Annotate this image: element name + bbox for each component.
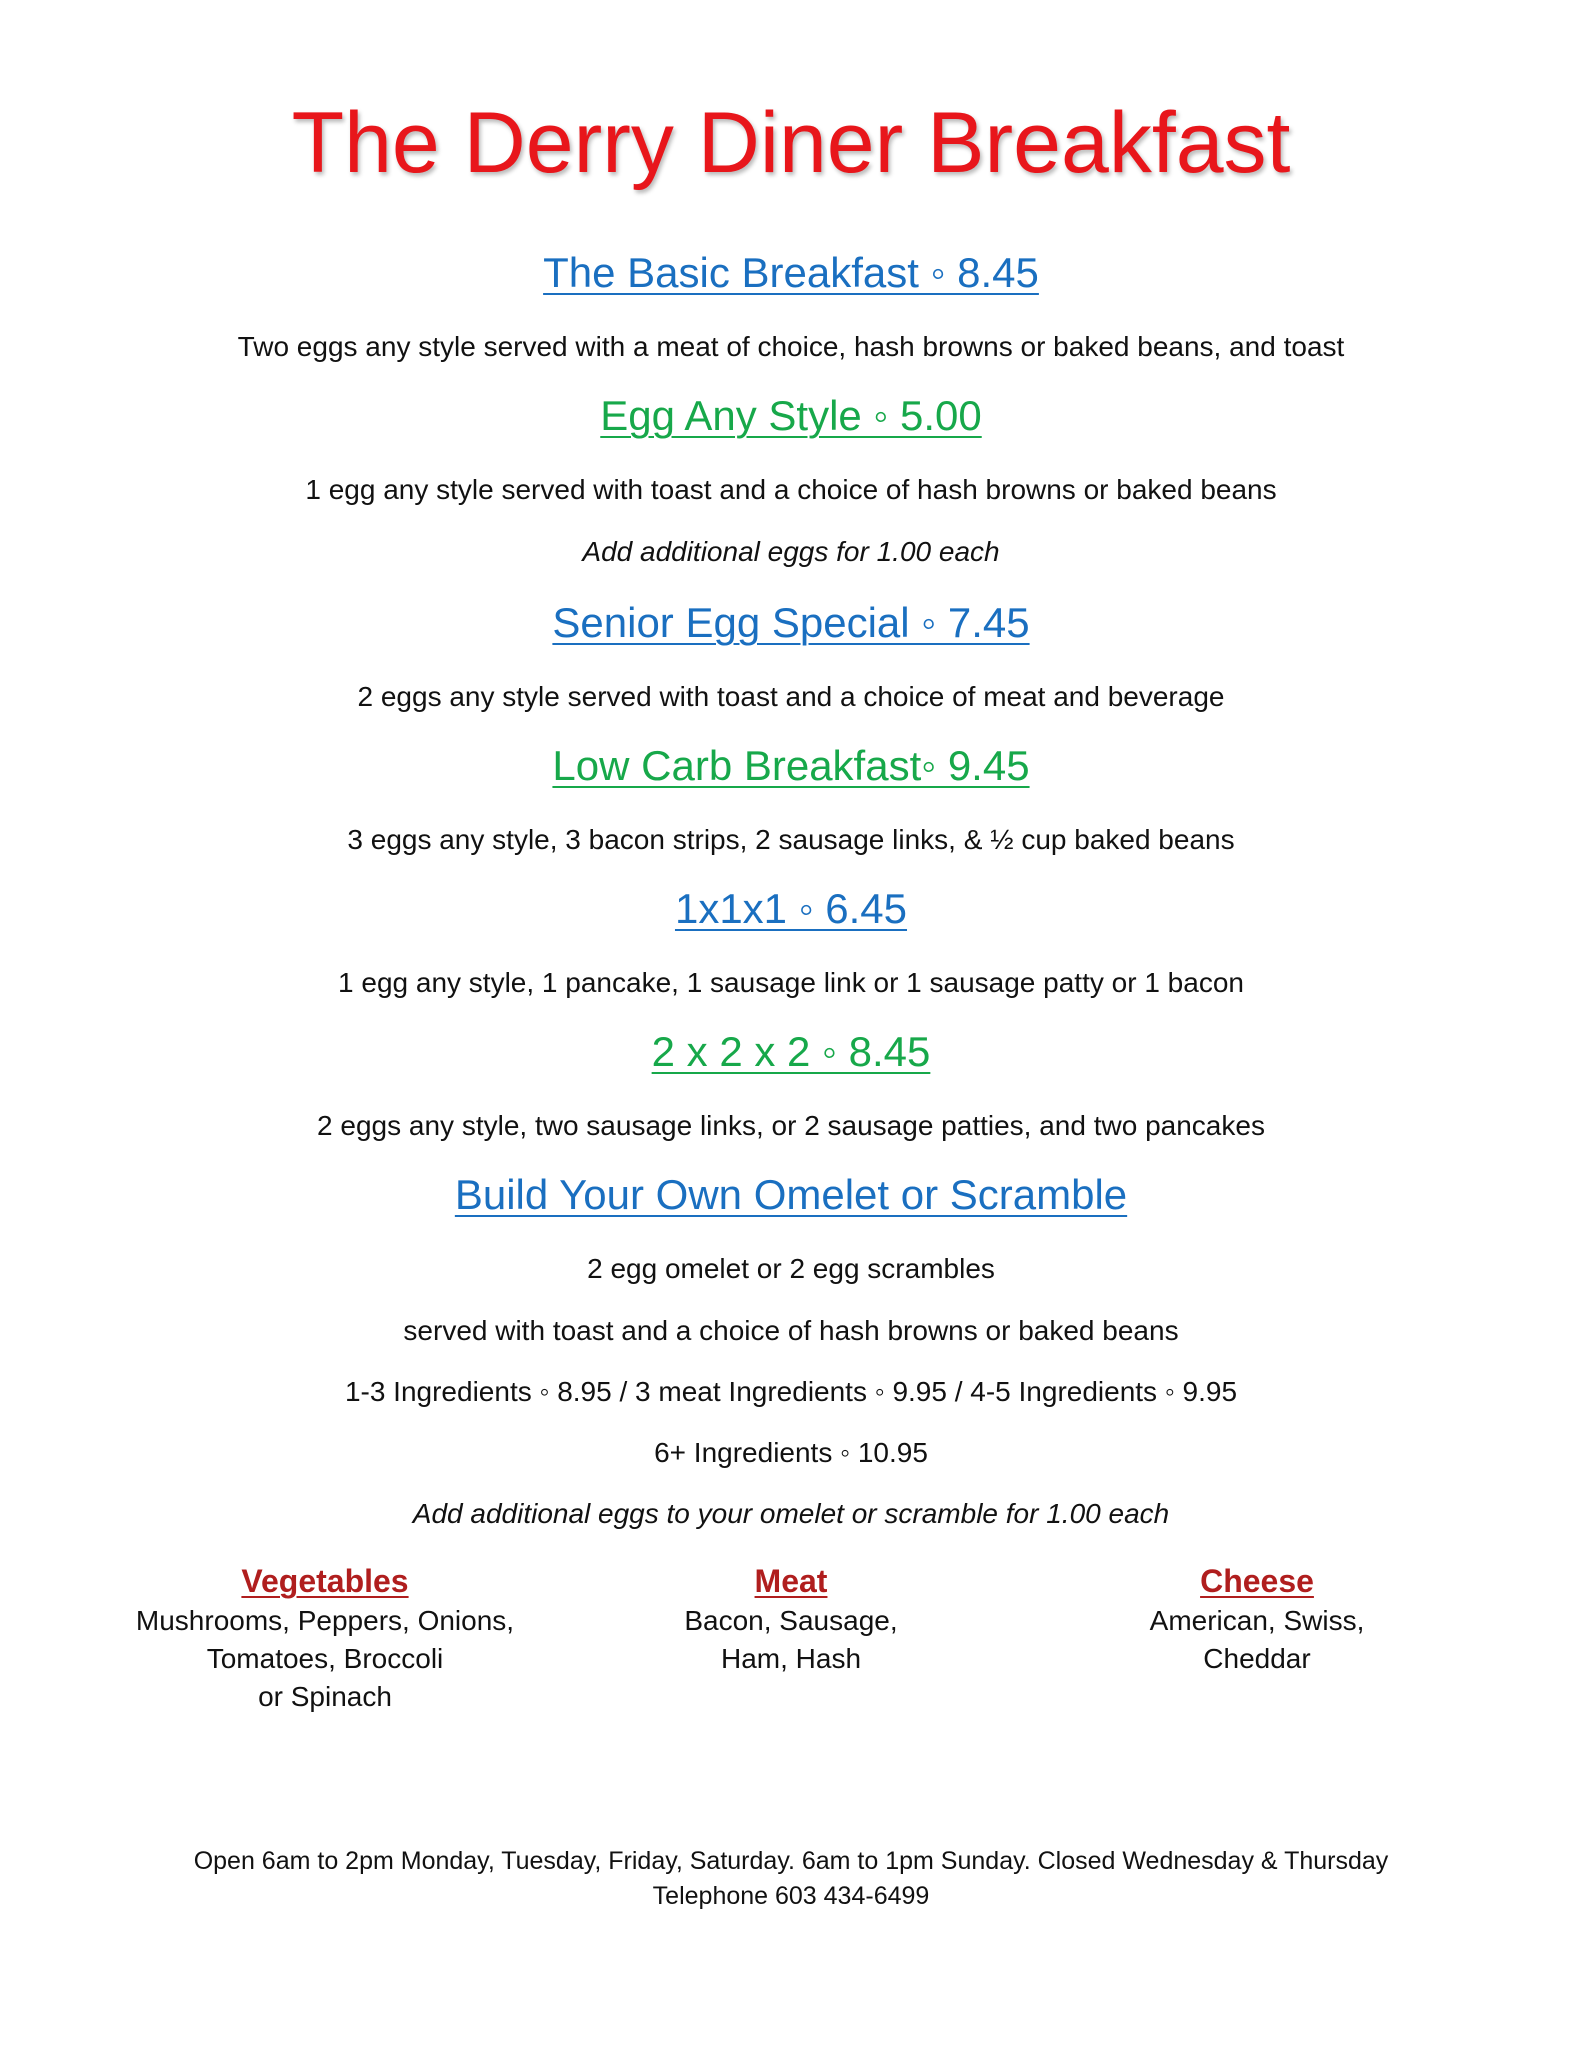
category-vegetables xyxy=(95,1560,555,1716)
item-description: 2 egg omelet or 2 egg scrambles xyxy=(587,1253,995,1284)
ingredient-categories xyxy=(0,1560,1582,1720)
category-heading: Vegetables xyxy=(241,1563,409,1599)
category-cheese xyxy=(1027,1560,1487,1678)
hours-text: Open 6am to 2pm Monday, Tuesday, Friday, Saturday. 6am to 1pm Sunday. Closed Wednesday & Thursday xyxy=(193,1847,1389,1875)
item-description: 2 eggs any style, two sausage links, or 2 sausage patties, and two pancakes xyxy=(317,1110,1265,1141)
category-body: Bacon, Sausage, Ham, Hash xyxy=(684,1605,898,1674)
item-description: 2 eggs any style served with toast and a choice of meat and beverage xyxy=(357,681,1225,712)
item-description: served with toast and a choice of hash browns or baked beans xyxy=(403,1315,1179,1346)
item-heading: 2 x 2 x 2 ◦ 8.45 xyxy=(651,1028,931,1075)
item-description: 1-3 Ingredients ◦ 8.95 / 3 meat Ingredients ◦ 9.95 / 4-5 Ingredients ◦ 9.95 xyxy=(344,1376,1238,1407)
item-heading: The Basic Breakfast ◦ 8.45 xyxy=(543,249,1039,296)
telephone-text: Telephone 603 434-6499 xyxy=(652,1882,930,1910)
item-description: 3 eggs any style, 3 bacon strips, 2 sausage links, & ½ cup baked beans xyxy=(347,824,1235,855)
item-heading: 1x1x1 ◦ 6.45 xyxy=(674,885,908,932)
menu-title: The Derry Diner Breakfast xyxy=(291,95,1291,191)
item-note: Add additional eggs to your omelet or scramble for 1.00 each xyxy=(412,1498,1170,1529)
item-description: 6+ Ingredients ◦ 10.95 xyxy=(654,1437,928,1468)
item-heading: Low Carb Breakfast◦ 9.45 xyxy=(552,742,1030,789)
category-meat xyxy=(561,1560,1021,1678)
item-description: Two eggs any style served with a meat of choice, hash browns or baked beans, and toast xyxy=(237,331,1345,362)
category-heading: Cheese xyxy=(1200,1563,1314,1599)
item-note: Add additional eggs for 1.00 each xyxy=(582,536,1000,567)
item-heading: Build Your Own Omelet or Scramble xyxy=(454,1171,1128,1218)
category-heading: Meat xyxy=(754,1563,828,1599)
category-body: Mushrooms, Peppers, Onions, Tomatoes, Broccoli or Spinach xyxy=(135,1605,515,1712)
item-description: 1 egg any style served with toast and a choice of hash browns or baked beans xyxy=(305,474,1277,505)
item-description: 1 egg any style, 1 pancake, 1 sausage link or 1 sausage patty or 1 bacon xyxy=(338,967,1244,998)
category-body: American, Swiss, Cheddar xyxy=(1149,1605,1365,1674)
item-heading: Senior Egg Special ◦ 7.45 xyxy=(552,599,1030,646)
item-heading: Egg Any Style ◦ 5.00 xyxy=(600,392,982,439)
